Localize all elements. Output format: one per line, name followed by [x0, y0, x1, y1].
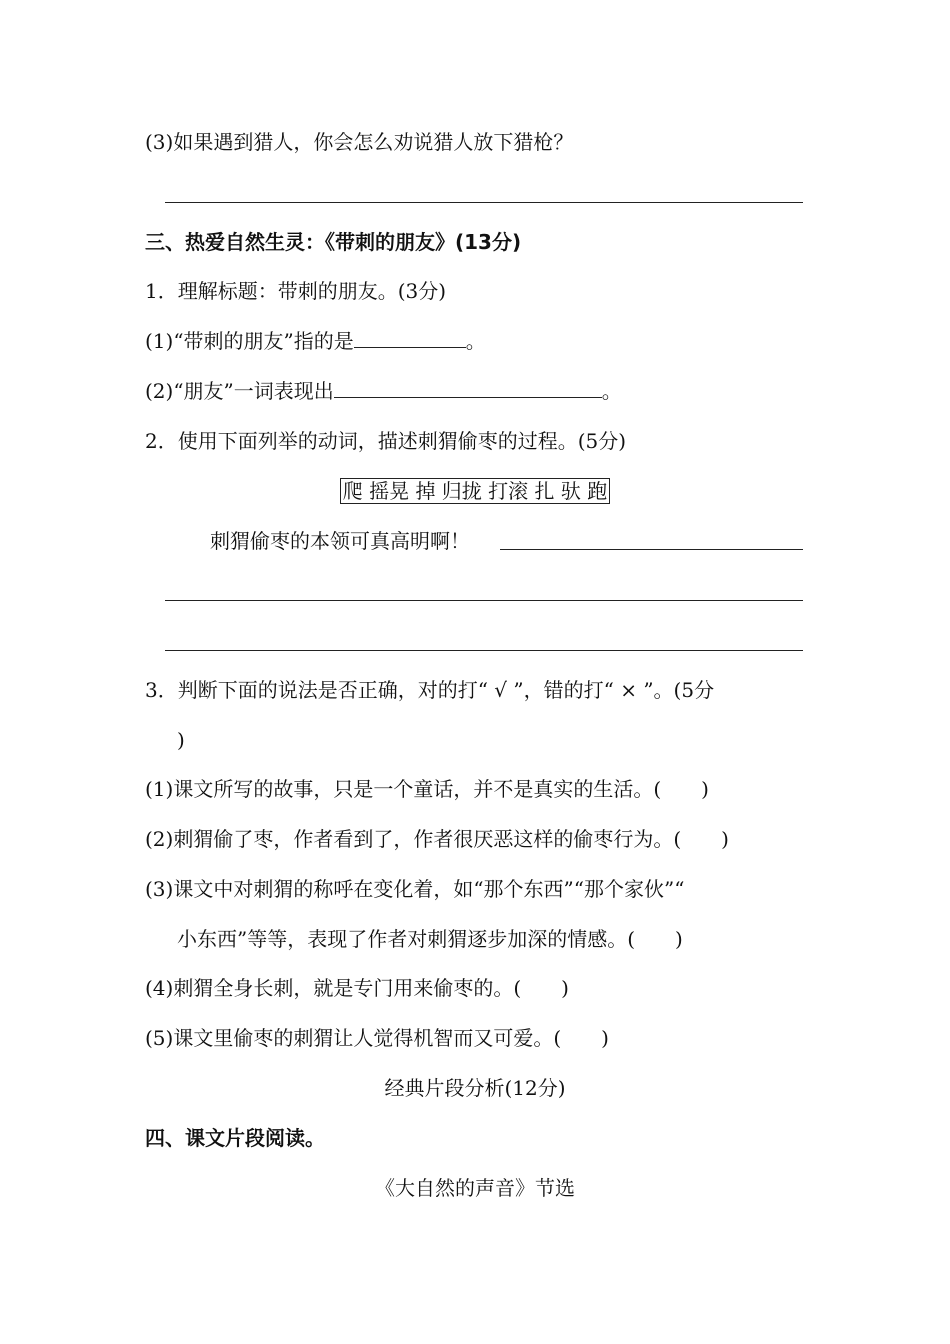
judge-2: (2)刺猬偷了枣，作者看到了，作者很厌恶这样的偷枣行为。( )	[145, 827, 729, 851]
judge-3: (3)课文中对刺猬的称呼在变化着，如“那个东西”“那个家伙”“	[145, 877, 685, 901]
question-2: 2．使用下面列举的动词，描述刺猬偷枣的过程。(5分)	[145, 429, 627, 453]
verbs-row	[0, 477, 950, 505]
answer-line[interactable]	[500, 549, 803, 550]
judge-3-cont: 小东西”等等，表现了作者对刺猬逐步加深的情感。( )	[177, 927, 683, 951]
section-4-title: 四、课文片段阅读。	[145, 1126, 325, 1150]
judge-4: (4)刺猬全身长刺，就是专门用来偷枣的。( )	[145, 976, 569, 1000]
classic-heading: 经典片段分析(12分)	[384, 1076, 566, 1100]
section-3-title: 三、热爱自然生灵：《带刺的朋友》(13分)	[145, 230, 522, 254]
question-3-cont: )	[177, 728, 185, 752]
answer-line[interactable]	[165, 202, 803, 203]
question-2-lead: 刺猬偷枣的本领可真高明啊！	[210, 529, 470, 553]
question-1-1: (1)“带刺的朋友”指的是 。	[145, 329, 486, 353]
question-1-2: (2)“朋友”一词表现出 。	[145, 379, 622, 403]
question-3: 3．判断下面的说法是否正确，对的打“ √ ”，错的打“ × ”。(5分	[145, 678, 715, 702]
fill-blank[interactable]	[354, 327, 466, 348]
judge-1: (1)课文所写的故事，只是一个童话，并不是真实的生活。( )	[145, 777, 709, 801]
question-3-hunter: (3)如果遇到猎人，你会怎么劝说猎人放下猎枪？	[145, 130, 574, 154]
verbs-box: 爬 摇晃 掉 归拢 打滚 扎 驮 跑	[340, 478, 611, 504]
passage-title: 《大自然的声音》节选	[375, 1176, 575, 1200]
answer-line[interactable]	[165, 600, 803, 601]
judge-5: (5)课文里偷枣的刺猬让人觉得机智而又可爱。( )	[145, 1026, 609, 1050]
question-1: 1．理解标题：带刺的朋友。(3分)	[145, 279, 447, 303]
fill-blank[interactable]	[334, 377, 602, 398]
answer-line[interactable]	[165, 650, 803, 651]
